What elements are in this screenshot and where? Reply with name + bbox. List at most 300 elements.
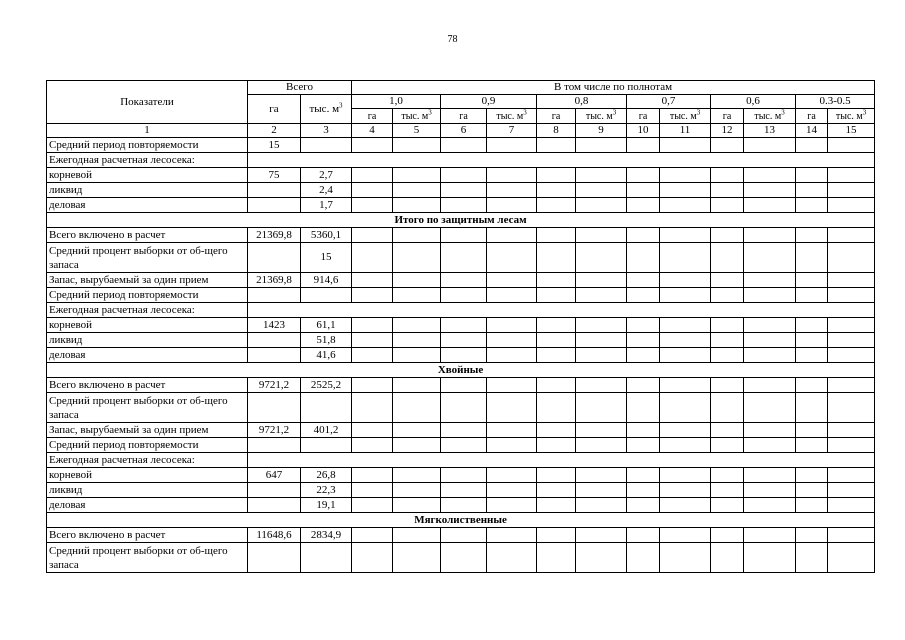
density-cell [627, 348, 660, 363]
density-cell [576, 138, 627, 153]
row-label: Всего включено в расчет [47, 378, 248, 393]
density-cell [660, 528, 711, 543]
density-cell [537, 468, 576, 483]
total-ha-cell: 21369,8 [248, 228, 301, 243]
density-cell [352, 543, 393, 573]
density-cell [828, 468, 875, 483]
density-cell [796, 228, 828, 243]
density-cell [537, 243, 576, 273]
density-cell [627, 498, 660, 513]
total-m3-cell: 914,6 [301, 273, 352, 288]
density-cell [352, 138, 393, 153]
density-cell [828, 498, 875, 513]
column-number: 6 [441, 124, 487, 138]
density-cell [576, 318, 627, 333]
density-cell [660, 168, 711, 183]
density-cell [487, 273, 537, 288]
density-cell [744, 393, 796, 423]
density-cell [660, 423, 711, 438]
density-cell [660, 198, 711, 213]
density-cell [796, 273, 828, 288]
header-including: В том числе по полнотам [352, 81, 875, 95]
density-cell [627, 198, 660, 213]
density-cell [393, 243, 441, 273]
density-cell [537, 393, 576, 423]
density-cell [576, 438, 627, 453]
density-cell [627, 288, 660, 303]
density-cell [576, 393, 627, 423]
density-cell [796, 393, 828, 423]
density-cell [441, 438, 487, 453]
density-cell [352, 273, 393, 288]
header-density: 0,7 [627, 95, 711, 109]
header-unit-ha: га [352, 109, 393, 124]
density-cell [537, 498, 576, 513]
total-m3-cell [301, 393, 352, 423]
row-label: деловая [47, 198, 248, 213]
density-cell [576, 378, 627, 393]
total-m3-cell: 22,3 [301, 483, 352, 498]
density-cell [441, 393, 487, 423]
density-cell [744, 138, 796, 153]
row-label: корневой [47, 318, 248, 333]
column-number: 12 [711, 124, 744, 138]
column-number: 4 [352, 124, 393, 138]
density-cell [660, 288, 711, 303]
total-ha-cell: 647 [248, 468, 301, 483]
density-cell [828, 528, 875, 543]
density-cell [537, 483, 576, 498]
row-label: Запас, вырубаемый за один прием [47, 273, 248, 288]
density-cell [352, 348, 393, 363]
density-cell [796, 333, 828, 348]
density-cell [487, 318, 537, 333]
density-cell [487, 243, 537, 273]
header-unit-ha: га [711, 109, 744, 124]
row-label: Средний период повторяемости [47, 288, 248, 303]
density-cell [660, 468, 711, 483]
density-cell [576, 528, 627, 543]
density-cell [796, 468, 828, 483]
page-number: 78 [447, 34, 458, 45]
density-cell [441, 198, 487, 213]
density-cell [744, 498, 796, 513]
row-label: Средний процент выборки от об-щего запаса [47, 393, 248, 423]
density-cell [393, 528, 441, 543]
density-cell [352, 468, 393, 483]
density-cell [352, 378, 393, 393]
total-ha-cell [248, 393, 301, 423]
column-number: 9 [576, 124, 627, 138]
total-ha-cell: 9721,2 [248, 423, 301, 438]
density-cell [711, 273, 744, 288]
table-row [47, 498, 875, 513]
density-cell [660, 393, 711, 423]
density-cell [393, 138, 441, 153]
header-unit-ha: га [537, 109, 576, 124]
total-m3-cell: 1,7 [301, 198, 352, 213]
density-cell [441, 168, 487, 183]
table-row [47, 138, 875, 153]
density-cell [537, 348, 576, 363]
density-cell [660, 483, 711, 498]
density-cell [711, 543, 744, 573]
density-cell [744, 243, 796, 273]
density-cell [744, 483, 796, 498]
density-cell [441, 243, 487, 273]
density-cell [487, 423, 537, 438]
row-label: ликвид [47, 183, 248, 198]
total-m3-cell [301, 288, 352, 303]
density-cell [352, 333, 393, 348]
density-cell [660, 543, 711, 573]
row-label: Всего включено в расчет [47, 528, 248, 543]
density-cell [487, 543, 537, 573]
density-cell [796, 543, 828, 573]
density-cell [576, 273, 627, 288]
density-cell [352, 168, 393, 183]
row-label: Ежегодная расчетная лесосека: [47, 453, 248, 468]
density-cell [744, 543, 796, 573]
density-cell [828, 423, 875, 438]
density-cell [537, 423, 576, 438]
row-label: Ежегодная расчетная лесосека: [47, 303, 248, 318]
density-cell [537, 543, 576, 573]
density-cell [828, 288, 875, 303]
density-cell [828, 198, 875, 213]
density-cell [744, 333, 796, 348]
density-cell [627, 468, 660, 483]
density-cell [441, 228, 487, 243]
total-m3-cell: 15 [301, 243, 352, 273]
density-cell [441, 378, 487, 393]
density-cell [796, 528, 828, 543]
density-cell [660, 348, 711, 363]
table-row [47, 168, 875, 183]
density-cell [352, 243, 393, 273]
density-cell [393, 318, 441, 333]
total-ha-cell [248, 438, 301, 453]
density-cell [660, 438, 711, 453]
density-cell [711, 183, 744, 198]
density-cell [487, 168, 537, 183]
density-cell [711, 318, 744, 333]
row-label: деловая [47, 348, 248, 363]
density-cell [537, 228, 576, 243]
column-number: 15 [828, 124, 875, 138]
density-cell [441, 543, 487, 573]
density-cell [352, 288, 393, 303]
column-number: 7 [487, 124, 537, 138]
density-cell [441, 288, 487, 303]
total-m3-cell: 2834,9 [301, 528, 352, 543]
density-cell [352, 498, 393, 513]
density-cell [393, 348, 441, 363]
density-cell [627, 183, 660, 198]
density-cell [352, 183, 393, 198]
total-m3-cell: 61,1 [301, 318, 352, 333]
density-cell [660, 498, 711, 513]
total-ha-cell: 75 [248, 168, 301, 183]
density-cell [828, 318, 875, 333]
density-cell [441, 498, 487, 513]
density-cell [711, 168, 744, 183]
density-cell [576, 423, 627, 438]
density-cell [828, 348, 875, 363]
total-m3-cell [301, 138, 352, 153]
density-cell [487, 333, 537, 348]
density-cell [393, 333, 441, 348]
density-cell [828, 273, 875, 288]
density-cell [393, 393, 441, 423]
density-cell [744, 198, 796, 213]
density-cell [660, 333, 711, 348]
density-cell [796, 498, 828, 513]
density-cell [744, 318, 796, 333]
total-m3-cell: 19,1 [301, 498, 352, 513]
density-cell [711, 528, 744, 543]
total-m3-cell [301, 438, 352, 453]
density-cell [441, 318, 487, 333]
forest-harvest-table [46, 80, 875, 573]
density-cell [393, 198, 441, 213]
total-m3-cell: 51,8 [301, 333, 352, 348]
density-cell [660, 273, 711, 288]
table-row [47, 348, 875, 363]
density-cell [537, 378, 576, 393]
header-unit-m3: тыс. $м^3$ [744, 109, 796, 124]
total-m3-cell: 5360,1 [301, 228, 352, 243]
density-cell [576, 183, 627, 198]
empty-span-cell [248, 303, 875, 318]
total-ha-cell [248, 288, 301, 303]
density-cell [576, 228, 627, 243]
density-cell [711, 243, 744, 273]
total-ha-cell [248, 198, 301, 213]
density-cell [627, 243, 660, 273]
density-cell [441, 468, 487, 483]
header-total-m3: тыс. $м^3$ [301, 95, 352, 124]
density-cell [393, 228, 441, 243]
density-cell [441, 348, 487, 363]
density-cell [393, 438, 441, 453]
density-cell [796, 288, 828, 303]
density-cell [796, 438, 828, 453]
density-cell [828, 438, 875, 453]
density-cell [487, 483, 537, 498]
row-label: корневой [47, 468, 248, 483]
density-cell [627, 333, 660, 348]
density-cell [828, 183, 875, 198]
density-cell [576, 333, 627, 348]
density-cell [441, 528, 487, 543]
density-cell [576, 498, 627, 513]
density-cell [487, 198, 537, 213]
total-ha-cell: 1423 [248, 318, 301, 333]
density-cell [393, 288, 441, 303]
density-cell [487, 228, 537, 243]
density-cell [744, 438, 796, 453]
table-row [47, 453, 875, 468]
density-cell [796, 348, 828, 363]
column-number: 5 [393, 124, 441, 138]
table-row [47, 483, 875, 498]
density-cell [828, 378, 875, 393]
density-cell [744, 468, 796, 483]
table-row [47, 303, 875, 318]
header-unit-m3: тыс. $м^3$ [487, 109, 537, 124]
total-ha-cell [248, 348, 301, 363]
total-ha-cell [248, 543, 301, 573]
table-row [47, 288, 875, 303]
density-cell [711, 498, 744, 513]
density-cell [828, 168, 875, 183]
density-cell [744, 528, 796, 543]
header-density: 0,9 [441, 95, 537, 109]
density-cell [660, 378, 711, 393]
section-row [47, 213, 875, 228]
row-label: деловая [47, 498, 248, 513]
density-cell [660, 183, 711, 198]
row-label: ликвид [47, 483, 248, 498]
section-row [47, 513, 875, 528]
density-cell [576, 543, 627, 573]
density-cell [576, 288, 627, 303]
density-cell [537, 138, 576, 153]
density-cell [441, 273, 487, 288]
density-cell [393, 543, 441, 573]
density-cell [576, 198, 627, 213]
density-cell [627, 543, 660, 573]
density-cell [796, 198, 828, 213]
density-cell [352, 318, 393, 333]
column-number: 3 [301, 124, 352, 138]
column-number: 11 [660, 124, 711, 138]
total-m3-cell: 401,2 [301, 423, 352, 438]
density-cell [487, 183, 537, 198]
density-cell [744, 168, 796, 183]
density-cell [537, 288, 576, 303]
density-cell [744, 348, 796, 363]
density-cell [828, 393, 875, 423]
density-cell [660, 228, 711, 243]
density-cell [627, 273, 660, 288]
total-m3-cell: 2,4 [301, 183, 352, 198]
density-cell [393, 168, 441, 183]
density-cell [441, 333, 487, 348]
density-cell [627, 423, 660, 438]
row-label: ликвид [47, 333, 248, 348]
density-cell [711, 333, 744, 348]
density-cell [537, 318, 576, 333]
table-row [47, 468, 875, 483]
density-cell [744, 423, 796, 438]
density-cell [796, 378, 828, 393]
total-ha-cell [248, 183, 301, 198]
density-cell [393, 498, 441, 513]
table-row [47, 153, 875, 168]
section-title: Мягколиственные [47, 513, 875, 528]
table-row [47, 228, 875, 243]
column-number: 1 [47, 124, 248, 138]
table-row [47, 183, 875, 198]
total-ha-cell [248, 483, 301, 498]
total-m3-cell [301, 543, 352, 573]
density-cell [441, 423, 487, 438]
density-cell [828, 138, 875, 153]
density-cell [393, 468, 441, 483]
column-number: 13 [744, 124, 796, 138]
header-total-ha: га [248, 95, 301, 124]
density-cell [352, 228, 393, 243]
density-cell [352, 483, 393, 498]
density-cell [627, 528, 660, 543]
density-cell [744, 183, 796, 198]
header-total: Всего [248, 81, 352, 95]
density-cell [352, 438, 393, 453]
density-cell [537, 438, 576, 453]
density-cell [744, 273, 796, 288]
density-cell [711, 468, 744, 483]
density-cell [441, 138, 487, 153]
density-cell [828, 243, 875, 273]
total-m3-cell: 26,8 [301, 468, 352, 483]
density-cell [537, 168, 576, 183]
total-ha-cell: 9721,2 [248, 378, 301, 393]
header-unit-ha: га [441, 109, 487, 124]
section-title: Итого по защитным лесам [47, 213, 875, 228]
row-label: Средний период повторяемости [47, 438, 248, 453]
density-cell [711, 288, 744, 303]
empty-span-cell [248, 153, 875, 168]
density-cell [393, 183, 441, 198]
row-label: корневой [47, 168, 248, 183]
density-cell [796, 138, 828, 153]
density-cell [796, 183, 828, 198]
header-density: 0,8 [537, 95, 627, 109]
row-label: Запас, вырубаемый за один прием [47, 423, 248, 438]
table-row [47, 438, 875, 453]
header-unit-ha: га [627, 109, 660, 124]
density-cell [711, 198, 744, 213]
total-ha-cell: 11648,6 [248, 528, 301, 543]
density-cell [796, 168, 828, 183]
density-cell [796, 423, 828, 438]
section-title: Хвойные [47, 363, 875, 378]
density-cell [796, 318, 828, 333]
density-cell [627, 138, 660, 153]
table-row [47, 273, 875, 288]
density-cell [711, 423, 744, 438]
density-cell [487, 393, 537, 423]
density-cell [441, 483, 487, 498]
density-cell [828, 543, 875, 573]
total-ha-cell [248, 243, 301, 273]
density-cell [711, 348, 744, 363]
density-cell [537, 273, 576, 288]
total-ha-cell: 21369,8 [248, 273, 301, 288]
density-cell [576, 168, 627, 183]
header-density: 0.3-0.5 [796, 95, 875, 109]
density-cell [576, 468, 627, 483]
total-m3-cell: 41,6 [301, 348, 352, 363]
column-number: 8 [537, 124, 576, 138]
header-unit-m3: тыс. $м^3$ [828, 109, 875, 124]
density-cell [828, 333, 875, 348]
density-cell [744, 378, 796, 393]
density-cell [660, 138, 711, 153]
row-label: Всего включено в расчет [47, 228, 248, 243]
